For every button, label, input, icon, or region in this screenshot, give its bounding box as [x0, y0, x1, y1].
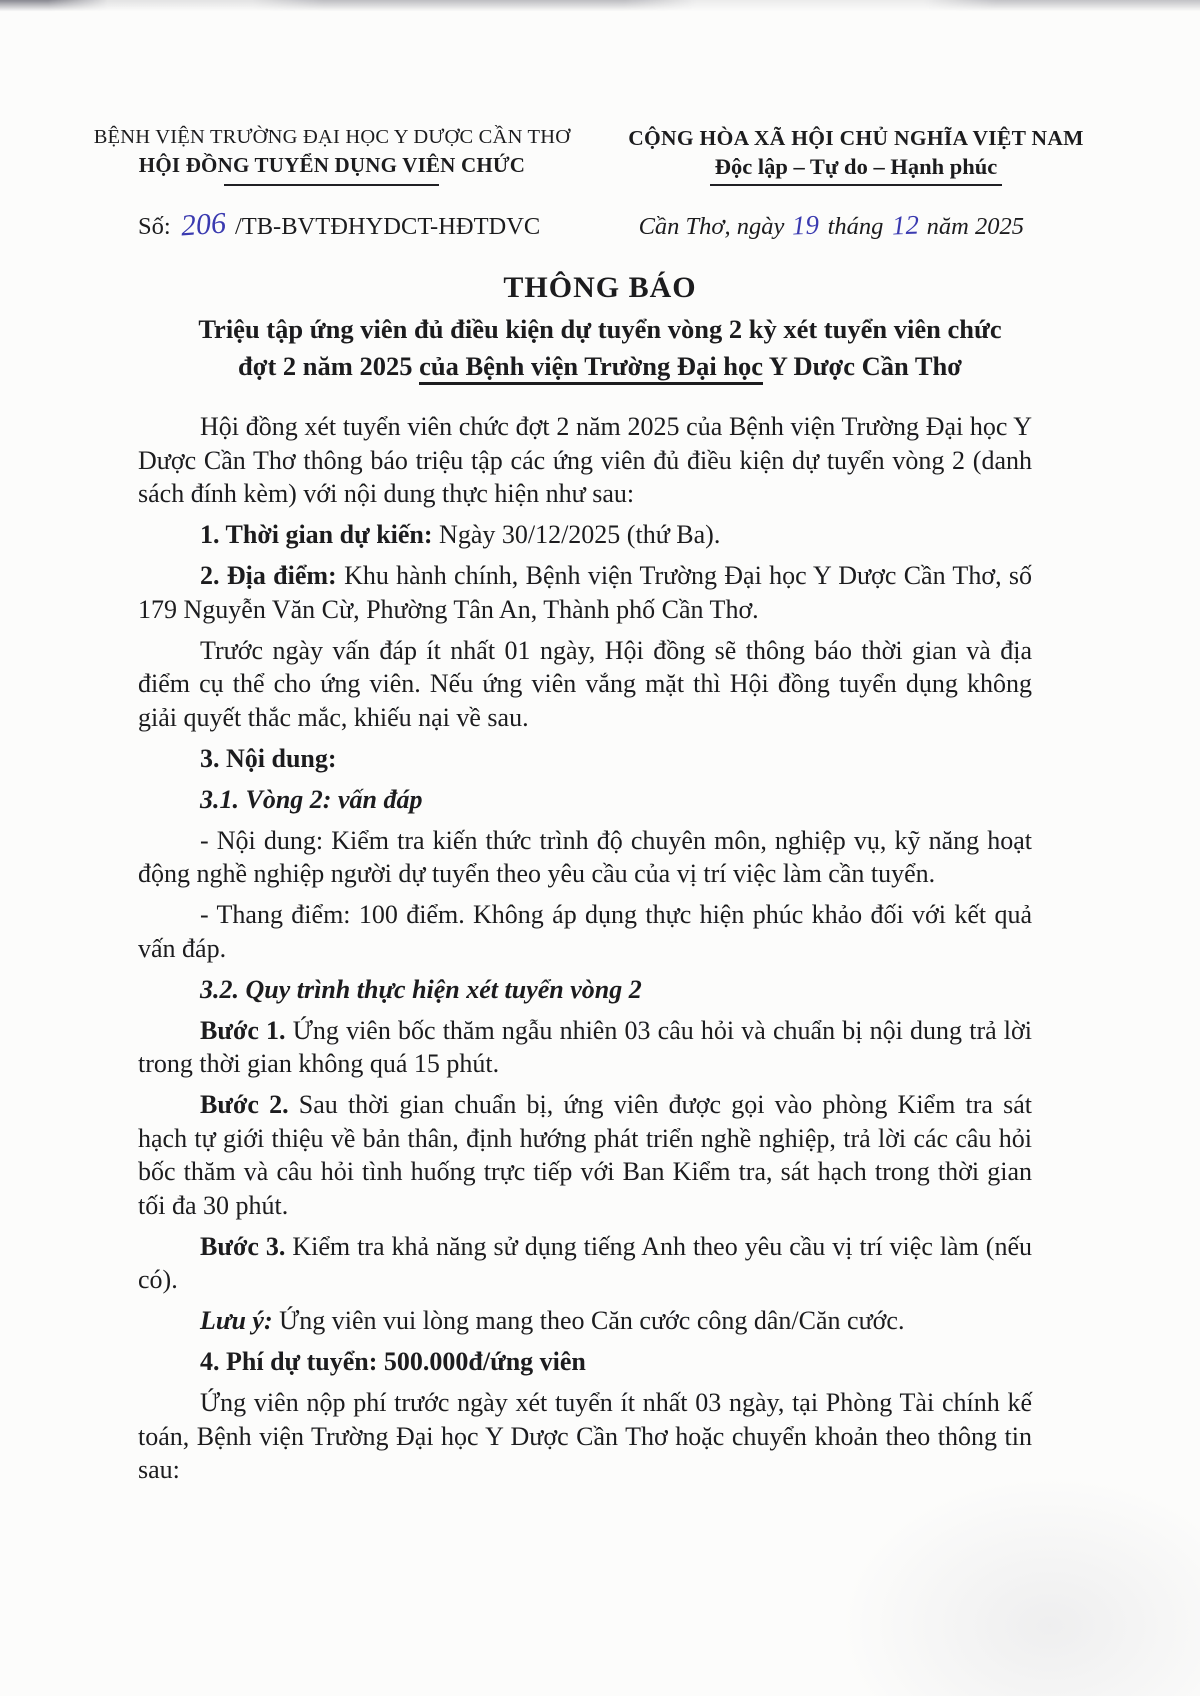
step-2 — [138, 1088, 1032, 1222]
step-1-label: Bước 1. — [200, 1015, 286, 1045]
issuing-org-block — [60, 126, 604, 186]
section-3-2-process — [138, 973, 1032, 1007]
section-1-time — [138, 518, 1032, 552]
section-2-text: Khu hành chính, Bệnh viện Trường Đại học Y Dược Cần Thơ, số 179 Nguyễn Văn Cừ, Phường Tân An, Thành phố Cần Thơ. — [138, 561, 1033, 624]
section-2-location — [138, 559, 1032, 626]
note — [138, 1304, 1032, 1338]
step-1-text: Ứng viên bốc thăm ngẫu nhiên 03 câu hỏi và chuẩn bị nội dung trả lời trong thời gian không quá 15 phút. — [138, 1015, 1033, 1078]
notice-subtitle — [0, 311, 1200, 385]
para-fee-payment — [138, 1386, 1032, 1487]
section-3-label: 3. Nội dung: — [200, 743, 337, 773]
section-1-label: 1. Thời gian dự kiến: — [200, 520, 433, 549]
issue-date-month-handwritten: 12 — [891, 209, 920, 241]
section-1-text: Ngày 30/12/2025 (thứ Ba). — [439, 520, 721, 549]
org-council-name: HỘI ĐỒNG TUYỂN DỤNG VIÊN CHỨC — [138, 153, 526, 177]
section-2-label: 2. Địa điểm: — [200, 561, 337, 590]
step-3-text: Kiểm tra khả năng sử dụng tiếng Anh theo yêu cầu vị trí việc làm (nếu có). — [138, 1231, 1032, 1294]
item-exam-content-text: - Nội dung: Kiểm tra kiến thức trình độ chuyên môn, nghiệp vụ, kỹ năng hoạt động nghề nghiệp người dự tuyển theo yêu cầu của vị trí việc làm cần tuyển. — [138, 825, 1032, 888]
issue-date — [638, 209, 1024, 241]
issue-date-suffix: năm 2025 — [926, 213, 1024, 240]
notice-subtitle-line2-pre: đợt 2 năm 2025 — [238, 351, 420, 381]
national-motto: Độc lập – Tự do – Hạnh phúc — [710, 154, 1003, 186]
scan-shade-artifact — [840, 1476, 1200, 1696]
document-header — [0, 0, 1200, 186]
issue-date-day-handwritten: 19 — [791, 209, 820, 241]
section-3-content — [138, 742, 1032, 776]
note-label: Lưu ý: — [200, 1306, 273, 1335]
step-3 — [138, 1230, 1032, 1297]
para-absence-notice — [138, 634, 1032, 735]
section-3-1-round2 — [138, 783, 1032, 817]
section-4-fee — [138, 1345, 1032, 1379]
section-3-1-label: 3.1. Vòng 2: vấn đáp — [200, 784, 423, 814]
para-intro — [138, 410, 1032, 511]
national-header-block — [604, 126, 1108, 186]
org-parent-name: BỆNH VIỆN TRƯỜNG ĐẠI HỌC Y DƯỢC CẦN THƠ — [93, 126, 571, 148]
item-exam-content — [138, 824, 1032, 891]
step-1 — [138, 1014, 1032, 1081]
document-number-handwritten: 206 — [179, 206, 227, 243]
notice-subtitle-line1: Triệu tập ứng viên đủ điều kiện dự tuyển vòng 2 kỳ xét tuyển viên chức — [198, 314, 1002, 344]
section-3-2-label: 3.2. Quy trình thực hiện xét tuyển vòng 2 — [200, 974, 642, 1004]
step-2-label: Bước 2. — [200, 1090, 289, 1119]
item-score-scale — [138, 898, 1032, 965]
item-score-scale-text: - Thang điểm: 100 điểm. Không áp dụng thực hiện phúc khảo đối với kết quả vấn đáp. — [138, 900, 1032, 963]
issue-date-mid: tháng — [827, 213, 884, 240]
scan-edge-artifact — [0, 0, 1200, 12]
national-title: CỘNG HÒA XÃ HỘI CHỦ NGHĨA VIỆT NAM — [628, 126, 1084, 150]
issue-date-prefix: Cần Thơ, ngày — [638, 213, 785, 240]
note-text: Ứng viên vui lòng mang theo Căn cước công dân/Căn cước. — [279, 1306, 905, 1335]
para-fee-payment-text: Ứng viên nộp phí trước ngày xét tuyển ít nhất 03 ngày, tại Phòng Tài chính kế toán, Bệnh viện Trường Đại học Y Dược Cần Thơ hoặc chuyển khoản theo thông tin sau: — [138, 1388, 1032, 1484]
step-2-text: Sau thời gian chuẩn bị, ứng viên được gọi vào phòng Kiểm tra sát hạch tự giới thiệu về bản thân, định hướng phát triển nghề nghiệp, trả lời các câu hỏi bốc thăm và câu hỏi tình huống trực tiếp với Ban Kiểm tra, sát hạch trong thời gian tối đa 30 phút. — [138, 1090, 1032, 1220]
org-underline-rule — [224, 184, 439, 186]
step-3-label: Bước 3. — [200, 1231, 286, 1261]
document-meta-row — [0, 206, 1200, 243]
document-number-suffix: /TB-BVTĐHYDCT-HĐTDVC — [234, 213, 541, 240]
notice-subtitle-line2-underlined: của Bệnh viện Trường Đại học — [419, 351, 763, 385]
document-number-prefix: Số: — [138, 213, 171, 240]
document-number — [138, 206, 541, 243]
notice-subtitle-line2-post: Y Dược Cần Thơ — [763, 351, 962, 381]
para-absence-notice-text: Trước ngày vấn đáp ít nhất 01 ngày, Hội đồng sẽ thông báo thời gian và địa điểm cụ thể cho ứng viên. Nếu ứng viên vắng mặt thì Hội đồng tuyển dụng không giải quyết thắc mắc, khiếu nại về sau. — [138, 635, 1032, 732]
para-intro-text: Hội đồng xét tuyển viên chức đợt 2 năm 2025 của Bệnh viện Trường Đại học Y Dược Cần Thơ thông báo triệu tập các ứng viên đủ điều kiện dự tuyển vòng 2 (danh sách đính kèm) với nội dung thực hiện như sau: — [138, 412, 1032, 508]
document-body — [138, 410, 1032, 1487]
notice-heading: THÔNG BÁO — [503, 271, 697, 304]
section-4-label: 4. Phí dự tuyển: 500.000đ/ứng viên — [200, 1347, 586, 1376]
